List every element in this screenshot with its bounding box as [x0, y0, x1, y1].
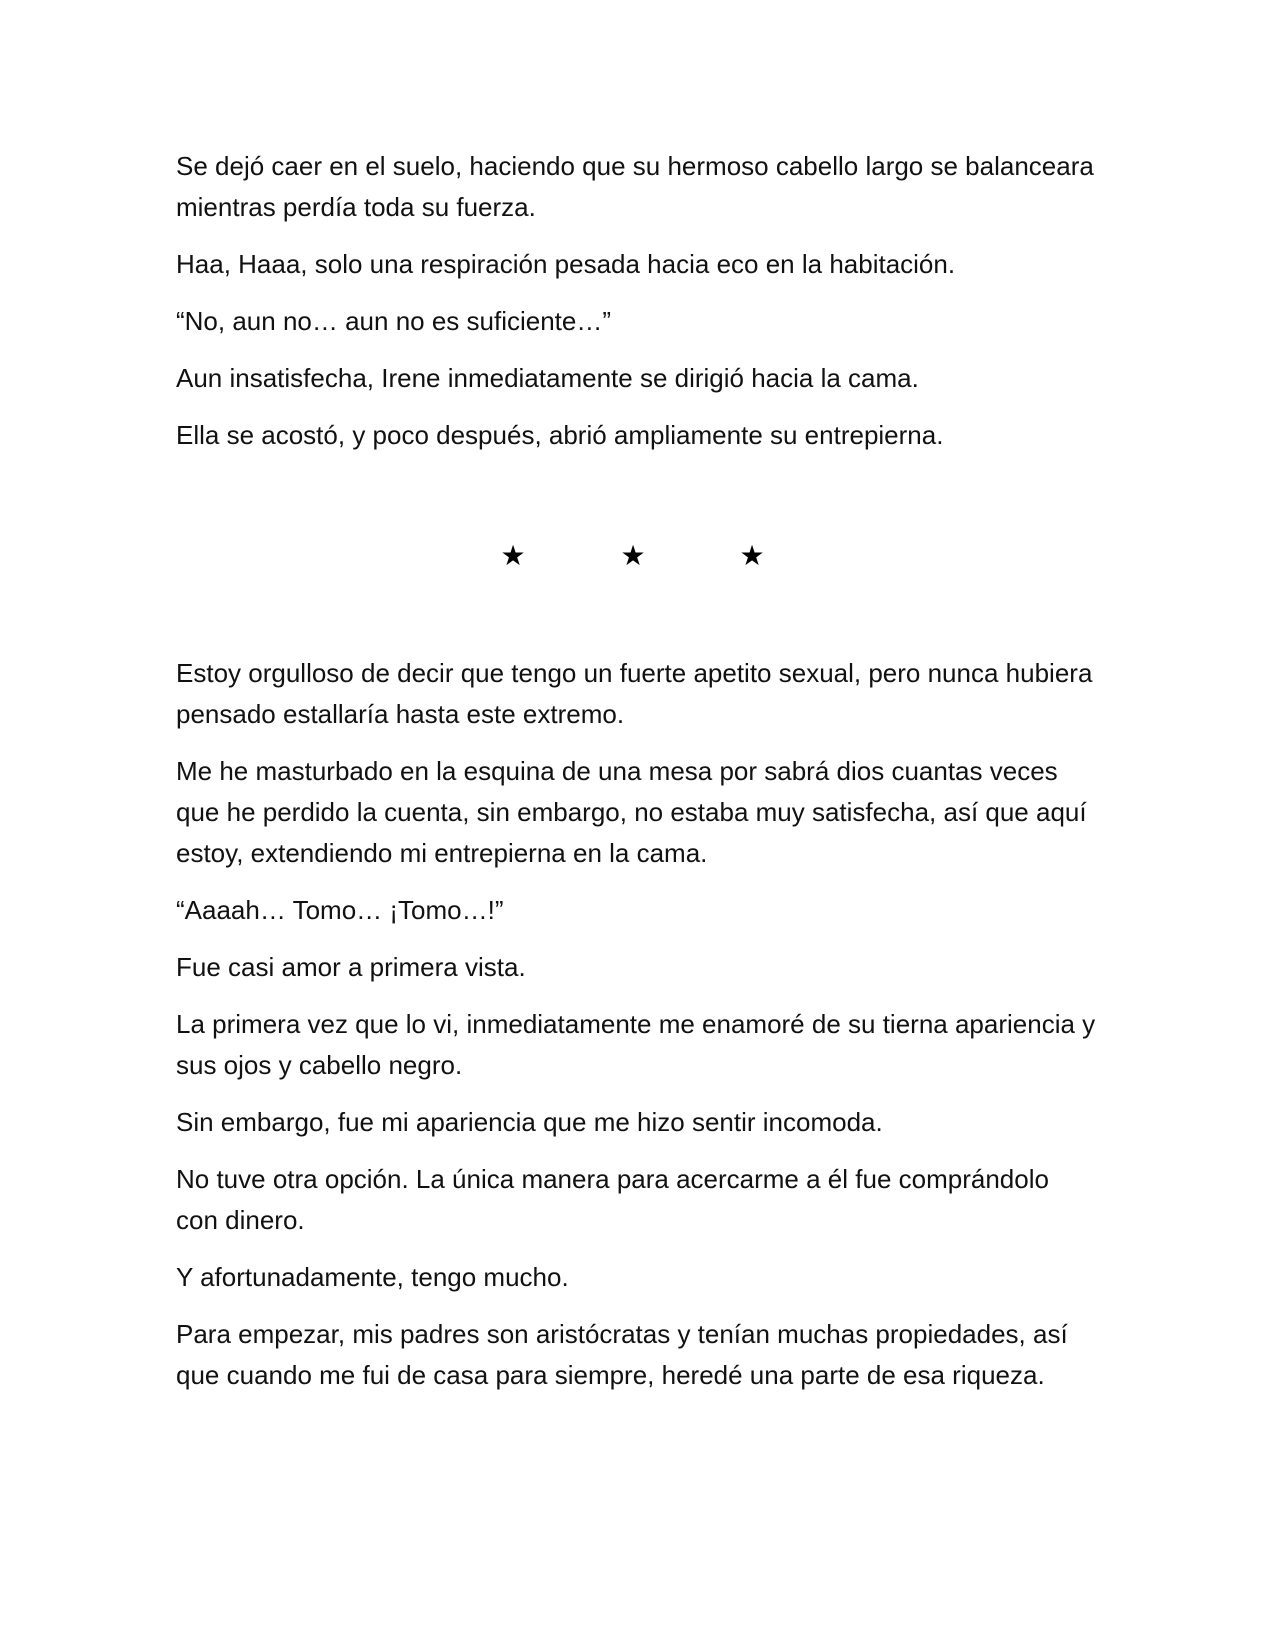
star-icon: ★ [620, 539, 646, 572]
paragraph: Sin embargo, fue mi apariencia que me hizo sentir incomoda. [176, 1107, 883, 1137]
paragraph: Fue casi amor a primera vista. [176, 952, 526, 982]
paragraph: Me he masturbado en la esquina de una mesa por sabrá dios cuantas veces que he perdido la cuenta, sin embargo, no estaba muy satisfecha, así que aquí estoy, extendiendo mi entrepierna en la cama. [176, 756, 1087, 868]
paragraph: No tuve otra opción. La única manera para acercarme a él fue comprándolo con dinero. [176, 1164, 1049, 1235]
paragraph: “No, aun no… aun no es suficiente…” [176, 306, 612, 336]
star-icon: ★ [500, 539, 526, 572]
paragraph: Se dejó caer en el suelo, haciendo que su hermoso cabello largo se balanceara mientras perdía toda su fuerza. [176, 151, 1094, 222]
paragraph: La primera vez que lo vi, inmediatamente me enamoré de su tierna apariencia y sus ojos y cabello negro. [176, 1009, 1096, 1080]
section-1 [176, 146, 1096, 472]
section-2 [176, 653, 1096, 1412]
paragraph: Aun insatisfecha, Irene inmediatamente se dirigió hacia la cama. [176, 363, 919, 393]
star-icon: ★ [739, 539, 765, 572]
paragraph: Y afortunadamente, tengo mucho. [176, 1262, 569, 1292]
paragraph: Ella se acostó, y poco después, abrió ampliamente su entrepierna. [176, 420, 944, 450]
paragraph: “Aaaah… Tomo… ¡Tomo…!” [176, 895, 504, 925]
paragraph: Haa, Haaa, solo una respiración pesada hacia eco en la habitación. [176, 249, 956, 279]
paragraph: Estoy orgulloso de decir que tengo un fuerte apetito sexual, pero nunca hubiera pensado estallaría hasta este extremo. [176, 658, 1093, 729]
paragraph: Para empezar, mis padres son aristócratas y tenían muchas propiedades, así que cuando me fui de casa para siempre, heredé una parte de esa riqueza. [176, 1319, 1068, 1390]
scene-break-separator [0, 536, 1275, 576]
